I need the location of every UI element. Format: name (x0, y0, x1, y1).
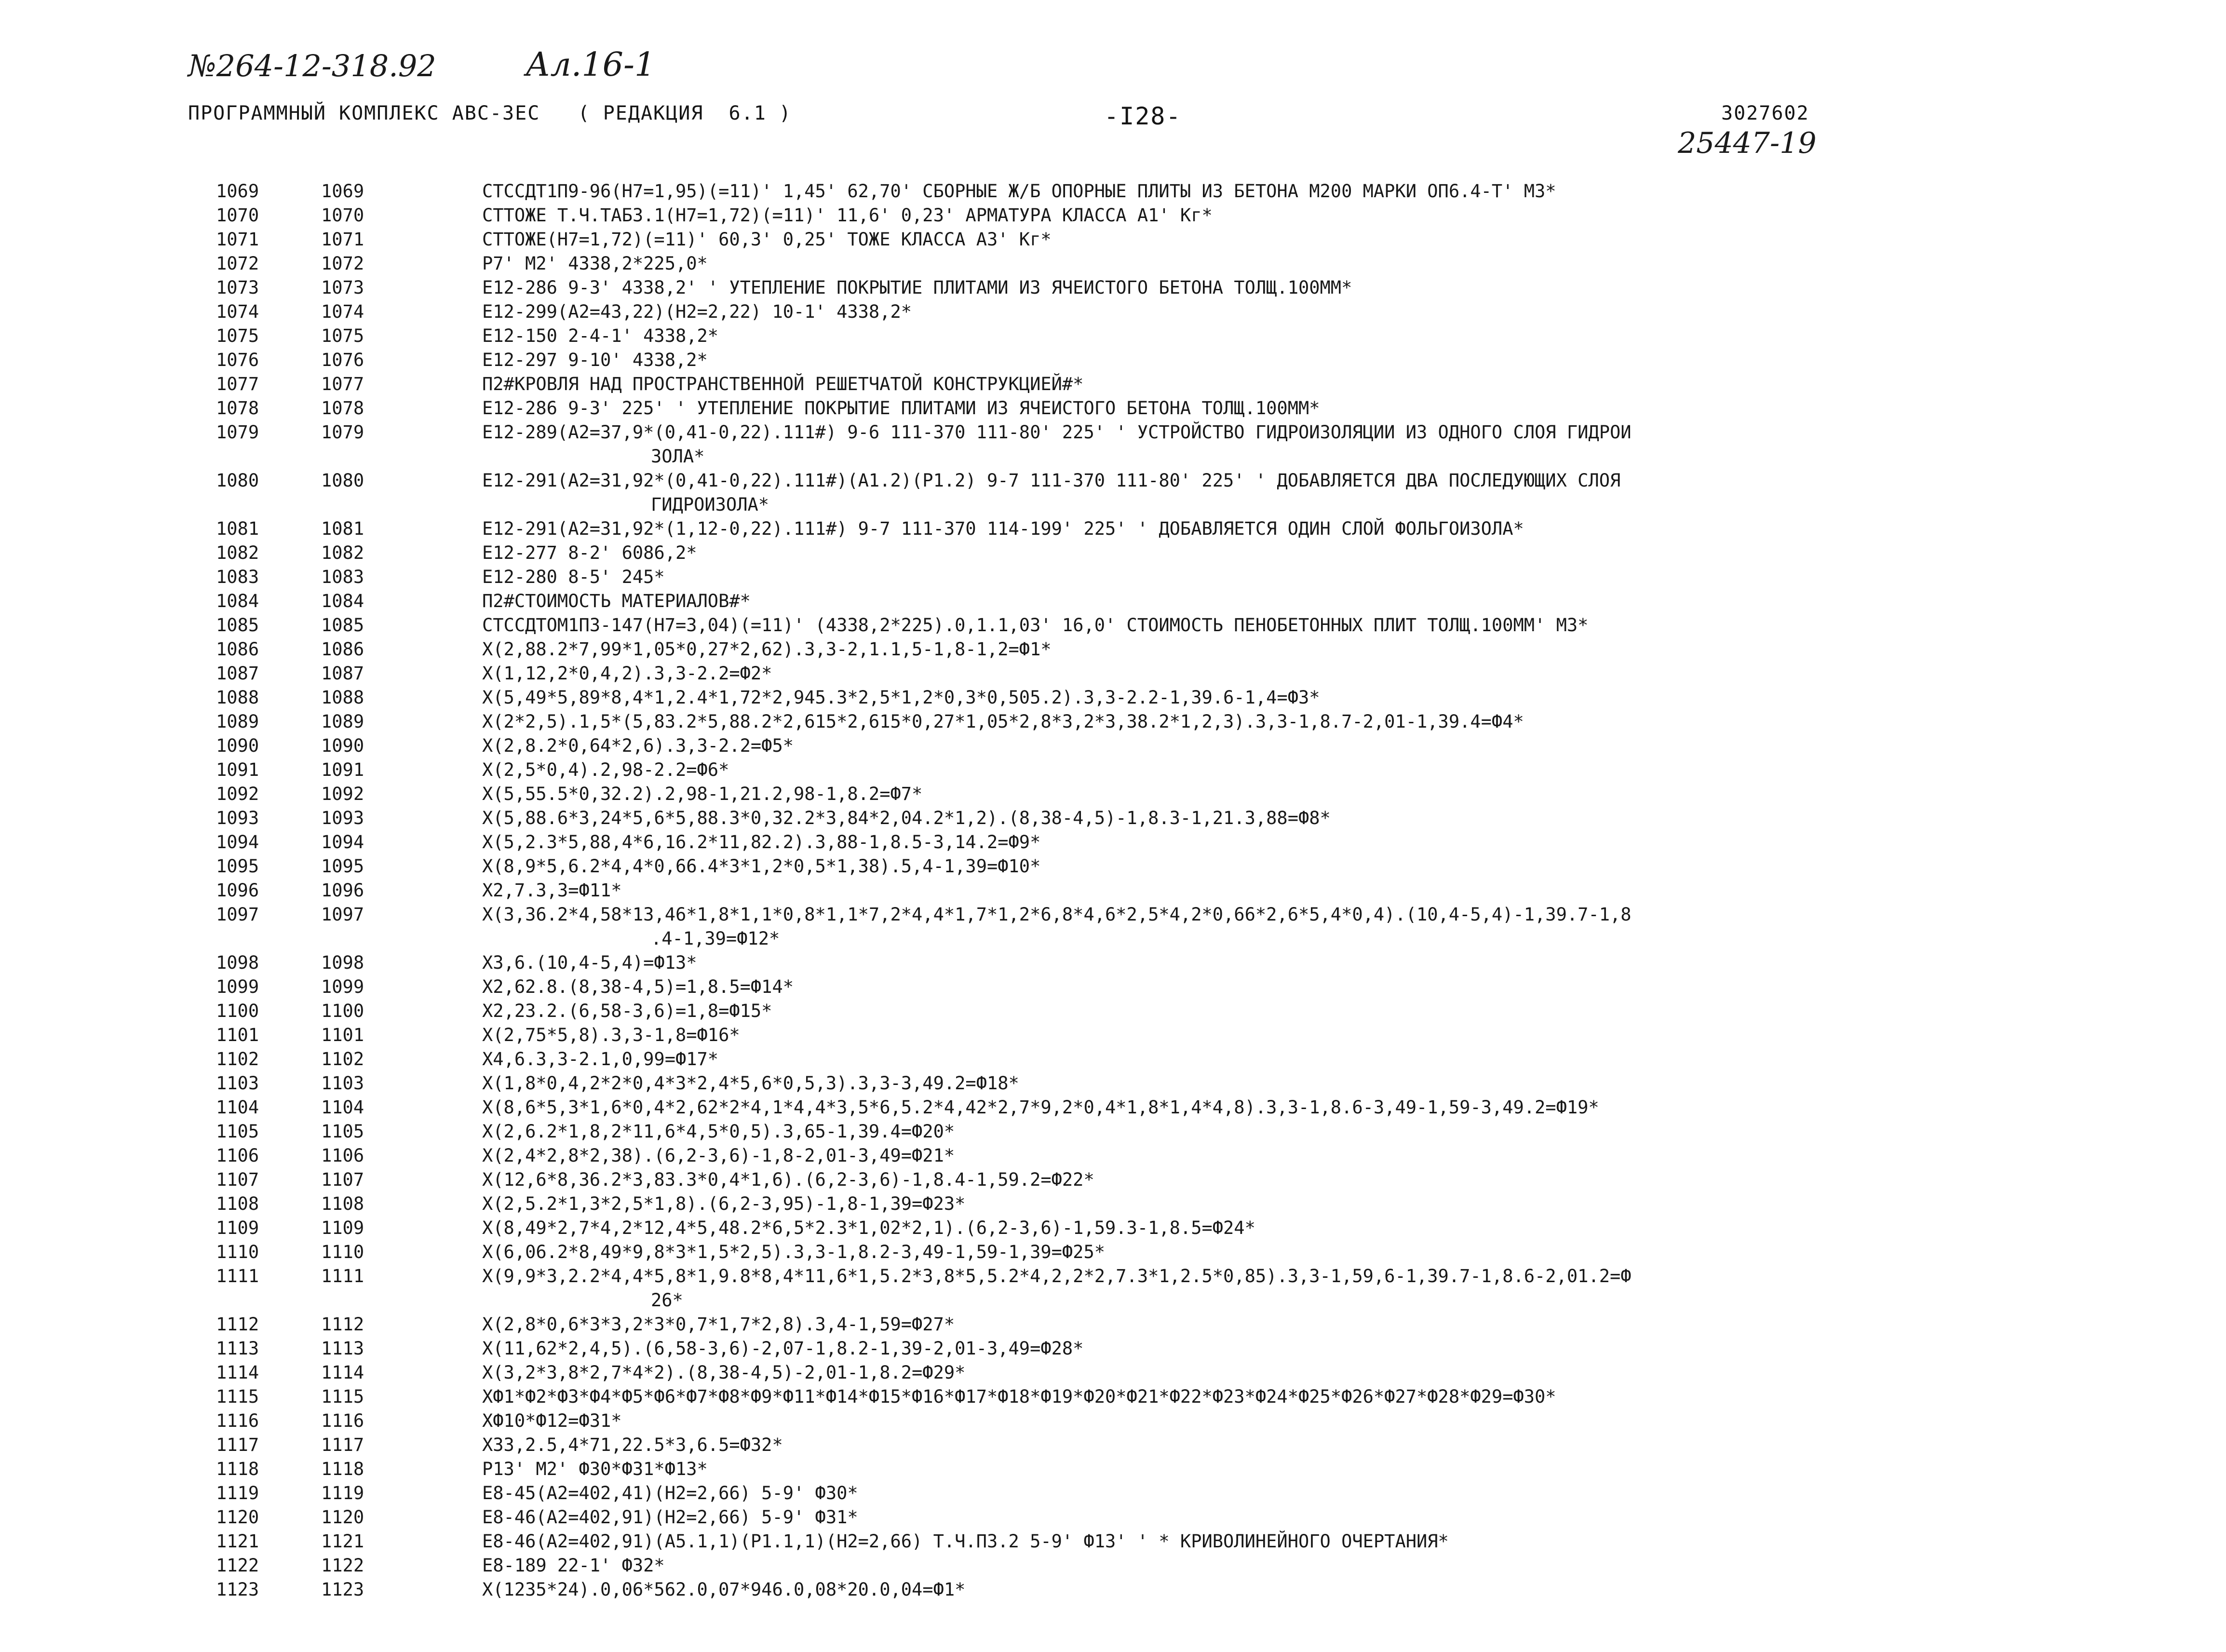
statement-number: 1092 (321, 784, 364, 804)
listing-row (0, 830, 2226, 854)
statement-number: 1085 (321, 615, 364, 636)
statement-text: Р7' М2' 4338,2*225,0* (482, 253, 708, 274)
statement-number: 1110 (321, 1242, 364, 1262)
statement-text: Х33,2.5,4*71,22.5*3,6.5=Ф32* (482, 1435, 783, 1455)
line-number: 1074 (216, 301, 259, 322)
listing-row (0, 734, 2226, 758)
line-number: 1081 (216, 518, 259, 539)
statement-number: 1099 (321, 976, 364, 997)
line-number: 1087 (216, 663, 259, 684)
statement-number: 1114 (321, 1362, 364, 1383)
line-number: 1098 (216, 952, 259, 973)
line-number: 1086 (216, 639, 259, 660)
statement-text: Х4,6.3,3-2.1,0,99=Ф17* (482, 1049, 719, 1070)
statement-text: Х(5,88.6*3,24*5,6*5,88.3*0,32.2*3,84*2,04.2*1,2).(8,38-4,5)-1,8.3-1,21.3,88=Ф8* (482, 808, 1331, 828)
statement-number: 1104 (321, 1097, 364, 1118)
statement-number: 1074 (321, 301, 364, 322)
line-number: 1078 (216, 398, 259, 419)
line-number: 1092 (216, 784, 259, 804)
statement-text: Е8-46(А2=402,91)(А5.1,1)(Р1.1,1)(Н2=2,66) Т.Ч.П3.2 5-9' Ф13' ' * КРИВОЛИНЕЙНОГО ОЧЕРТАНИЯ* (482, 1531, 1449, 1552)
line-number: 1073 (216, 277, 259, 298)
line-number: 1116 (216, 1410, 259, 1431)
statement-number: 1073 (321, 277, 364, 298)
statement-text: Х(1,12,2*0,4,2).3,3-2.2=Ф2* (482, 663, 772, 684)
line-number: 1108 (216, 1193, 259, 1214)
listing-row (0, 300, 2226, 324)
listing-row (0, 806, 2226, 830)
listing-row (0, 758, 2226, 782)
statement-text: Е12-297 9-10' 4338,2* (482, 350, 708, 370)
listing-row (0, 1385, 2226, 1409)
listing-row (0, 613, 2226, 637)
statement-text: Х(2*2,5).1,5*(5,83.2*5,88.2*2,615*2,615*0,27*1,05*2,8*3,2*3,38.2*1,2,3).3,3-1,8.7-2,01-1,39.4=Ф4* (482, 711, 1524, 732)
statement-text: Х(2,4*2,8*2,38).(6,2-3,6)-1,8-2,01-3,49=Ф21* (482, 1145, 955, 1166)
listing-row (0, 1337, 2226, 1361)
line-number: 1079 (216, 422, 259, 443)
listing-row (0, 1554, 2226, 1578)
statement-text: Е12-286 9-3' 4338,2' ' УТЕПЛЕНИЕ ПОКРЫТИЕ ПЛИТАМИ ИЗ ЯЧЕИСТОГО БЕТОНА ТОЛЩ.100ММ* (482, 277, 1352, 298)
listing-row (0, 276, 2226, 300)
listing-row (0, 1264, 2226, 1313)
line-number: 1072 (216, 253, 259, 274)
statement-number: 1117 (321, 1435, 364, 1455)
line-number: 1103 (216, 1073, 259, 1094)
listing-row (0, 1313, 2226, 1337)
statement-text: Х(2,5.2*1,3*2,5*1,8).(6,2-3,95)-1,8-1,39=Ф23* (482, 1193, 966, 1214)
statement-text: П2#КРОВЛЯ НАД ПРОСТРАНСТВЕННОЙ РЕШЕТЧАТОЙ КОНСТРУКЦИЕЙ#* (482, 374, 1084, 394)
statement-text: Р13' М2' Ф30*Ф31*Ф13* (482, 1459, 708, 1479)
statement-text: Х(1235*24).0,06*562.0,07*946.0,08*20.0,04=Ф1* (482, 1579, 966, 1600)
statement-number: 1118 (321, 1459, 364, 1479)
statement-text: СТССДТ1П9-96(Н7=1,95)(=11)' 1,45' 62,70' СБОРНЫЕ Ж/Б ОПОРНЫЕ ПЛИТЫ ИЗ БЕТОНА М200 МАРКИ ОП6.4-Т' М3* (482, 181, 1556, 202)
statement-number: 1082 (321, 542, 364, 563)
listing-row (0, 879, 2226, 903)
statement-number: 1084 (321, 591, 364, 611)
line-number: 1097 (216, 904, 259, 925)
line-number: 1080 (216, 470, 259, 491)
listing-row (0, 348, 2226, 372)
statement-number: 1108 (321, 1193, 364, 1214)
statement-number: 1081 (321, 518, 364, 539)
statement-text: Х2,7.3,3=Ф11* (482, 880, 622, 901)
statement-number: 1083 (321, 567, 364, 587)
statement-text: Х(5,2.3*5,88,4*6,16.2*11,82.2).3,88-1,8.5-3,14.2=Ф9* (482, 832, 1041, 853)
line-number: 1093 (216, 808, 259, 828)
statement-continuation: .4-1,39=Ф12* (651, 928, 780, 949)
statement-text: СТТОЖЕ Т.Ч.ТАБ3.1(Н7=1,72)(=11)' 11,6' 0,23' АРМАТУРА КЛАССА А1' Кг* (482, 205, 1213, 226)
line-number: 1112 (216, 1314, 259, 1335)
statement-number: 1072 (321, 253, 364, 274)
listing-row (0, 1192, 2226, 1216)
statement-number: 1112 (321, 1314, 364, 1335)
listing-row (0, 662, 2226, 686)
line-number: 1076 (216, 350, 259, 370)
line-number: 1104 (216, 1097, 259, 1118)
line-number: 1069 (216, 181, 259, 202)
listing-row (0, 372, 2226, 396)
listing-row (0, 1530, 2226, 1554)
statement-number: 1116 (321, 1410, 364, 1431)
line-number: 1120 (216, 1507, 259, 1528)
listing-row (0, 517, 2226, 541)
line-number: 1094 (216, 832, 259, 853)
line-number: 1100 (216, 1001, 259, 1021)
statement-text: Х2,62.8.(8,38-4,5)=1,8.5=Ф14* (482, 976, 794, 997)
statement-text: Е12-150 2-4-1' 4338,2* (482, 325, 719, 346)
line-number: 1101 (216, 1025, 259, 1045)
statement-text: Х(3,2*3,8*2,7*4*2).(8,38-4,5)-2,01-1,8.2=Ф29* (482, 1362, 966, 1383)
line-number: 1109 (216, 1218, 259, 1238)
line-number: 1117 (216, 1435, 259, 1455)
statement-text: Х(3,36.2*4,58*13,46*1,8*1,1*0,8*1,1*7,2*4,4*1,7*1,2*6,8*4,6*2,5*4,2*0,66*2,6*5,4*0,4).(10,4-5,4)-1,39.7-1,8 (482, 904, 1632, 925)
statement-number: 1087 (321, 663, 364, 684)
statement-text: СТТОЖЕ(Н7=1,72)(=11)' 60,3' 0,25' ТОЖЕ КЛАССА А3' Кг* (482, 229, 1052, 250)
listing-row (0, 1409, 2226, 1433)
line-number: 1115 (216, 1386, 259, 1407)
listing-row (0, 469, 2226, 517)
listing-row (0, 1433, 2226, 1457)
line-number: 1119 (216, 1483, 259, 1503)
statement-text: Х(2,5*0,4).2,98-2.2=Ф6* (482, 759, 729, 780)
statement-number: 1095 (321, 856, 364, 877)
statement-text: Х(9,9*3,2.2*4,4*5,8*1,9.8*8,4*11,6*1,5.2*3,8*5,5.2*4,2,2*2,7.3*1,2.5*0,85).3,3-1,59,6-1,39.7-1,8.6-2,01.2=Ф (482, 1266, 1632, 1286)
statement-text: Х(12,6*8,36.2*3,83.3*0,4*1,6).(6,2-3,6)-1,8.4-1,59.2=Ф22* (482, 1169, 1094, 1190)
statement-number: 1076 (321, 350, 364, 370)
statement-number: 1098 (321, 952, 364, 973)
line-number: 1113 (216, 1338, 259, 1359)
listing-row (0, 1361, 2226, 1385)
listing-row (0, 686, 2226, 710)
listing-row (0, 1481, 2226, 1505)
line-number: 1070 (216, 205, 259, 226)
statement-number: 1091 (321, 759, 364, 780)
listing-row (0, 1505, 2226, 1530)
statement-text: Х(5,49*5,89*8,4*1,2.4*1,72*2,945.3*2,5*1,2*0,3*0,505.2).3,3-2.2-1,39.6-1,4=Ф3* (482, 687, 1320, 708)
statement-text: Х(1,8*0,4,2*2*0,4*3*2,4*5,6*0,5,3).3,3-3,49.2=Ф18* (482, 1073, 1019, 1094)
line-number: 1071 (216, 229, 259, 250)
listing-row (0, 710, 2226, 734)
line-number: 1083 (216, 567, 259, 587)
listing-row (0, 565, 2226, 589)
statement-text: Е8-189 22-1' Ф32* (482, 1555, 665, 1576)
statement-text: Е12-299(А2=43,22)(Н2=2,22) 10-1' 4338,2* (482, 301, 912, 322)
statement-text: Х(8,6*5,3*1,6*0,4*2,62*2*4,1*4,4*3,5*6,5.2*4,42*2,7*9,2*0,4*1,8*1,4*4,8).3,3-1,8.6-3,49-1,59-3,49.2=Ф19* (482, 1097, 1599, 1118)
statement-text: СТССДТОМ1П3-147(Н7=3,04)(=11)' (4338,2*225).0,1.1,03' 16,0' СТОИМОСТЬ ПЕНОБЕТОННЫХ ПЛИТ ТОЛЩ.100ММ' М3* (482, 615, 1589, 636)
line-number: 1121 (216, 1531, 259, 1552)
handwritten-doc-number: №264-12-318.92 (188, 48, 436, 83)
statement-number: 1123 (321, 1579, 364, 1600)
handwritten-right-number: 25447-19 (1678, 126, 1817, 160)
statement-continuation: 26* (651, 1290, 683, 1311)
statement-text: Х(2,6.2*1,8,2*11,6*4,5*0,5).3,65-1,39.4=Ф20* (482, 1121, 955, 1142)
line-number: 1089 (216, 711, 259, 732)
statement-number: 1107 (321, 1169, 364, 1190)
statement-text: Е12-291(А2=31,92*(1,12-0,22).111#) 9-7 111-370 114-199' 225' ' ДОБАВЛЯЕТСЯ ОДИН СЛОЙ ФОЛЬГОИЗОЛА* (482, 518, 1524, 539)
statement-continuation: ГИДРОИЗОЛА* (651, 494, 769, 515)
line-number: 1088 (216, 687, 259, 708)
statement-number: 1080 (321, 470, 364, 491)
listing-row (0, 203, 2226, 228)
page-number: -I28- (1104, 102, 1182, 130)
listing-row (0, 1457, 2226, 1481)
line-number: 1122 (216, 1555, 259, 1576)
statement-number: 1077 (321, 374, 364, 394)
line-number: 1118 (216, 1459, 259, 1479)
statement-text: Х(2,8*0,6*3*3,2*3*0,7*1,7*2,8).3,4-1,59=Ф27* (482, 1314, 955, 1335)
listing-row (0, 1144, 2226, 1168)
listing-row (0, 396, 2226, 420)
line-number: 1102 (216, 1049, 259, 1070)
statement-number: 1071 (321, 229, 364, 250)
handwritten-sheet-code: Ал.16-1 (526, 46, 656, 84)
statement-number: 1115 (321, 1386, 364, 1407)
line-number: 1099 (216, 976, 259, 997)
listing-row (0, 854, 2226, 879)
statement-number: 1093 (321, 808, 364, 828)
program-header: ПРОГРАММНЫЙ КОМПЛЕКС АВС-3ЕС ( РЕДАКЦИЯ 6.1 ) (188, 102, 792, 124)
statement-number: 1078 (321, 398, 364, 419)
line-number: 1075 (216, 325, 259, 346)
listing-row (0, 1216, 2226, 1240)
statement-continuation: ЗОЛА* (651, 446, 705, 467)
statement-text: Х3,6.(10,4-5,4)=Ф13* (482, 952, 697, 973)
listing-row (0, 252, 2226, 276)
line-number: 1106 (216, 1145, 259, 1166)
listing-row (0, 420, 2226, 469)
listing-row (0, 228, 2226, 252)
statement-number: 1070 (321, 205, 364, 226)
line-number: 1107 (216, 1169, 259, 1190)
listing-row (0, 1071, 2226, 1096)
statement-text: Е12-286 9-3' 225' ' УТЕПЛЕНИЕ ПОКРЫТИЕ ПЛИТАМИ ИЗ ЯЧЕИСТОГО БЕТОНА ТОЛЩ.100ММ* (482, 398, 1320, 419)
statement-number: 1097 (321, 904, 364, 925)
listing-row (0, 589, 2226, 613)
line-number: 1084 (216, 591, 259, 611)
statement-number: 1069 (321, 181, 364, 202)
statement-number: 1119 (321, 1483, 364, 1503)
line-number: 1090 (216, 735, 259, 756)
statement-text: Х(2,75*5,8).3,3-1,8=Ф16* (482, 1025, 740, 1045)
statement-number: 1096 (321, 880, 364, 901)
statement-number: 1075 (321, 325, 364, 346)
statement-text: Х(11,62*2,4,5).(6,58-3,6)-2,07-1,8.2-1,39-2,01-3,49=Ф28* (482, 1338, 1084, 1359)
listing-row (0, 1240, 2226, 1264)
statement-number: 1088 (321, 687, 364, 708)
statement-text: Х(8,49*2,7*4,2*12,4*5,48.2*6,5*2.3*1,02*2,1).(6,2-3,6)-1,59.3-1,8.5=Ф24* (482, 1218, 1255, 1238)
document-code: 3027602 (1721, 102, 1809, 124)
statement-number: 1079 (321, 422, 364, 443)
statement-number: 1090 (321, 735, 364, 756)
statement-number: 1106 (321, 1145, 364, 1166)
listing-row (0, 1047, 2226, 1071)
line-number: 1085 (216, 615, 259, 636)
statement-text: Е12-277 8-2' 6086,2* (482, 542, 697, 563)
statement-number: 1105 (321, 1121, 364, 1142)
listing-row (0, 1023, 2226, 1047)
line-number: 1077 (216, 374, 259, 394)
statement-text: Х(2,88.2*7,99*1,05*0,27*2,62).3,3-2,1.1,5-1,8-1,2=Ф1* (482, 639, 1052, 660)
line-number: 1082 (216, 542, 259, 563)
statement-number: 1122 (321, 1555, 364, 1576)
listing-row (0, 999, 2226, 1023)
statement-text: Е12-280 8-5' 245* (482, 567, 665, 587)
line-number: 1111 (216, 1266, 259, 1286)
statement-text: Х(2,8.2*0,64*2,6).3,3-2.2=Ф5* (482, 735, 794, 756)
statement-number: 1086 (321, 639, 364, 660)
listing-row (0, 951, 2226, 975)
listing-row (0, 1096, 2226, 1120)
program-listing (0, 179, 2226, 1602)
statement-text: Х(6,06.2*8,49*9,8*3*1,5*2,5).3,3-1,8.2-3,49-1,59-1,39=Ф25* (482, 1242, 1106, 1262)
listing-row (0, 324, 2226, 348)
statement-number: 1121 (321, 1531, 364, 1552)
listing-row (0, 637, 2226, 662)
line-number: 1091 (216, 759, 259, 780)
statement-number: 1102 (321, 1049, 364, 1070)
statement-text: Е8-45(А2=402,41)(Н2=2,66) 5-9' Ф30* (482, 1483, 858, 1503)
line-number: 1114 (216, 1362, 259, 1383)
statement-number: 1094 (321, 832, 364, 853)
statement-number: 1089 (321, 711, 364, 732)
statement-number: 1100 (321, 1001, 364, 1021)
statement-number: 1120 (321, 1507, 364, 1528)
statement-text: П2#СТОИМОСТЬ МАТЕРИАЛОВ#* (482, 591, 751, 611)
line-number: 1110 (216, 1242, 259, 1262)
listing-row (0, 903, 2226, 951)
listing-row (0, 975, 2226, 999)
line-number: 1095 (216, 856, 259, 877)
listing-row (0, 179, 2226, 203)
statement-number: 1103 (321, 1073, 364, 1094)
line-number: 1123 (216, 1579, 259, 1600)
listing-row (0, 541, 2226, 565)
statement-text: Х2,23.2.(6,58-3,6)=1,8=Ф15* (482, 1001, 772, 1021)
statement-number: 1101 (321, 1025, 364, 1045)
statement-number: 1113 (321, 1338, 364, 1359)
statement-text: Е12-291(А2=31,92*(0,41-0,22).111#)(А1.2)(Р1.2) 9-7 111-370 111-80' 225' ' ДОБАВЛЯЕТСЯ ДВА ПОСЛЕДУЮЩИХ СЛОЯ (482, 470, 1621, 491)
line-number: 1096 (216, 880, 259, 901)
statement-text: Е12-289(А2=37,9*(0,41-0,22).111#) 9-6 111-370 111-80' 225' ' УСТРОЙСТВО ГИДРОИЗОЛЯЦИИ ИЗ ОДНОГО СЛОЯ ГИДРОИ (482, 422, 1632, 443)
listing-row (0, 1578, 2226, 1602)
statement-number: 1111 (321, 1266, 364, 1286)
line-number: 1105 (216, 1121, 259, 1142)
listing-row (0, 1120, 2226, 1144)
statement-text: ХФ1*Ф2*Ф3*Ф4*Ф5*Ф6*Ф7*Ф8*Ф9*Ф11*Ф14*Ф15*Ф16*Ф17*Ф18*Ф19*Ф20*Ф21*Ф22*Ф23*Ф24*Ф25*Ф26*Ф27*Ф28*Ф29=Ф30* (482, 1386, 1556, 1407)
statement-text: Х(5,55.5*0,32.2).2,98-1,21.2,98-1,8.2=Ф7* (482, 784, 923, 804)
statement-text: Е8-46(А2=402,91)(Н2=2,66) 5-9' Ф31* (482, 1507, 858, 1528)
statement-text: Х(8,9*5,6.2*4,4*0,66.4*3*1,2*0,5*1,38).5,4-1,39=Ф10* (482, 856, 1041, 877)
listing-row (0, 1168, 2226, 1192)
listing-row (0, 782, 2226, 806)
statement-text: ХФ10*Ф12=Ф31* (482, 1410, 622, 1431)
statement-number: 1109 (321, 1218, 364, 1238)
